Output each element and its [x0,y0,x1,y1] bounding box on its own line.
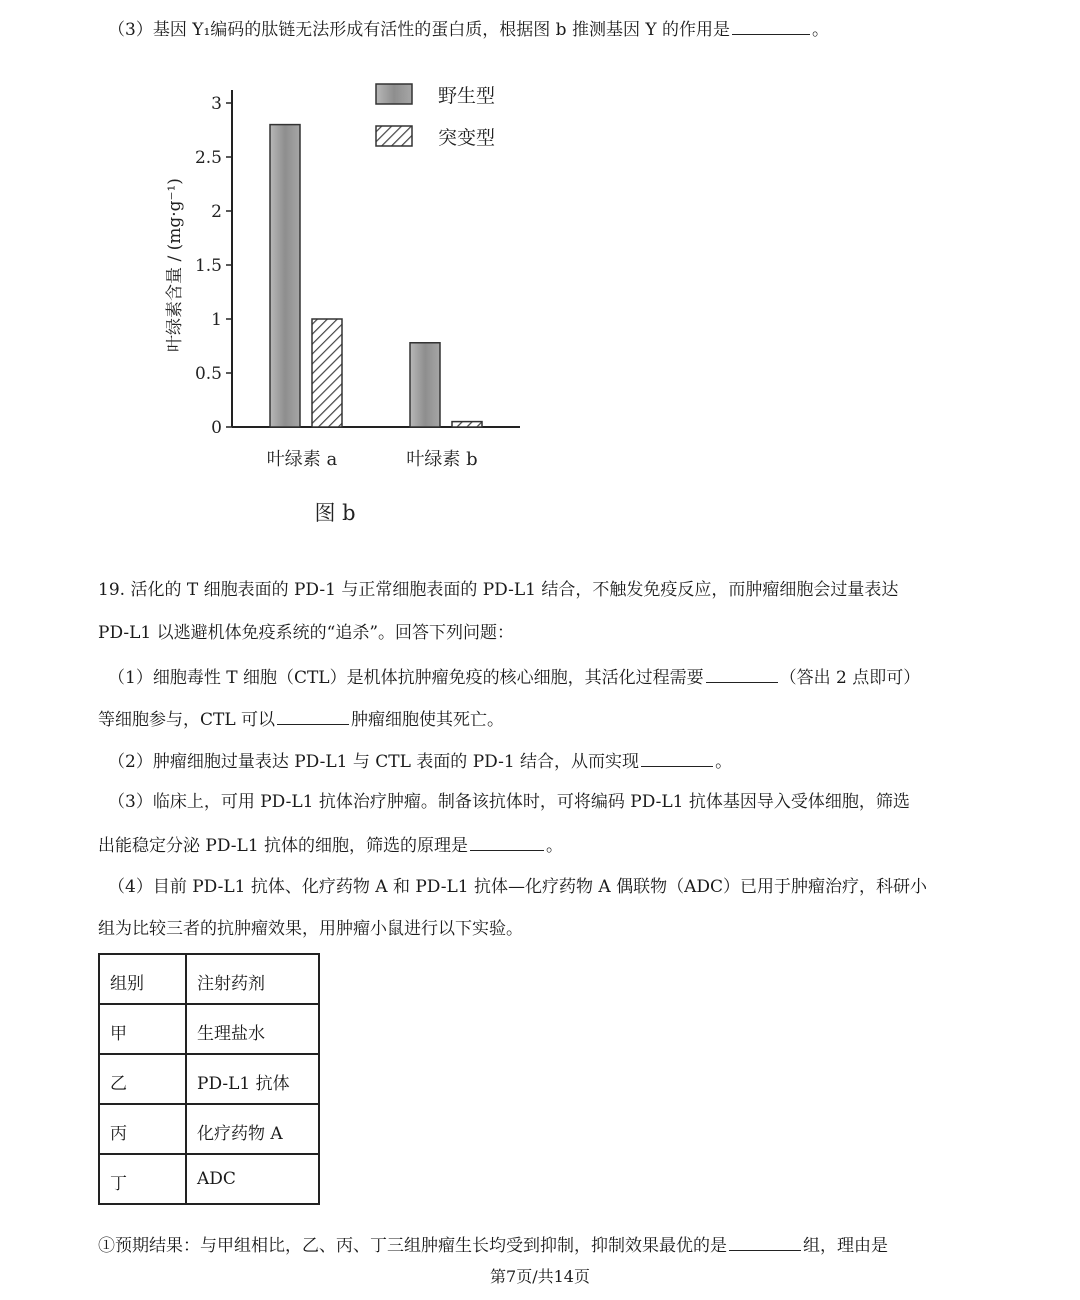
question-19-part-4-line2: 组为比较三者的抗肿瘤效果，用肿瘤小鼠进行以下实验。 [98,919,523,939]
table-row [99,1154,319,1204]
y-tick-label: 0 [211,418,222,438]
table-header-cell: 组别 [99,954,186,1004]
bar-wild-type-1 [270,125,300,427]
table-cell-drug: PD-L1 抗体 [186,1054,319,1104]
table-cell-group: 甲 [99,1004,186,1054]
y-tick-label: 3 [211,94,222,114]
table-row [99,1004,319,1054]
bar-wild-type-2 [410,343,440,427]
question-18-part-3: （3）基因 Y₁编码的肽链无法形成有活性的蛋白质，根据图 b 推测基因 Y 的作用是 。 [108,20,829,40]
y-tick-label: 1 [211,310,222,330]
y-tick-label: 2 [211,202,222,222]
figure-caption: 图 b [314,501,356,525]
table-header-cell: 注射药剂 [186,954,319,1004]
answer-blank[interactable] [706,668,778,683]
x-category-label: 叶绿素 a [266,449,338,470]
y-tick-label: 0.5 [194,364,222,384]
table-cell-group: 乙 [99,1054,186,1104]
question-19-part-3-line1: （3）临床上，可用 PD-L1 抗体治疗肿瘤。制备该抗体时，可将编码 PD-L1 抗体基因导入受体细胞，筛选 [108,792,910,812]
y-tick-label: 2.5 [194,148,222,168]
y-tick-label: 1.5 [194,256,222,276]
y-axis-label: 叶绿素含量 / (mg·g⁻¹) [165,178,185,352]
question-19-part-3-line2: 出能稳定分泌 PD-L1 抗体的细胞，筛选的原理是 。 [98,836,564,856]
answer-blank[interactable] [641,752,713,767]
answer-blank[interactable] [277,710,349,725]
x-category-label: 叶绿素 b [406,449,478,470]
question-19-part-2: （2）肿瘤细胞过量表达 PD-L1 与 CTL 表面的 PD-1 结合，从而实现 。 [108,752,733,772]
question-19-expected-result: ①预期结果：与甲组相比，乙、丙、丁三组肿瘤生长均受到抑制，抑制效果最优的是 组，理由是 [98,1236,888,1256]
question-19-intro-line1: 19. 活化的 T 细胞表面的 PD-1 与正常细胞表面的 PD-L1 结合，不触发免疫反应，而肿瘤细胞会过量表达 [98,580,899,600]
bar-mutant-1 [312,319,342,427]
question-19-part-4-line1: （4）目前 PD-L1 抗体、化疗药物 A 和 PD-L1 抗体—化疗药物 A 偶联物（ADC）已用于肿瘤治疗，科研小 [108,877,927,897]
question-19-part-1-cont: 等细胞参与，CTL 可以 肿瘤细胞使其死亡。 [98,710,505,730]
answer-blank[interactable] [470,836,544,851]
legend-swatch [376,126,412,146]
table-cell-group: 丁 [99,1154,186,1204]
question-19-part-1: （1）细胞毒性 T 细胞（CTL）是机体抗肿瘤免疫的核心细胞，其活化过程需要 （答出 2 点即可） [108,668,921,688]
chlorophyll-bar-chart [140,70,560,540]
table-row [99,1104,319,1154]
legend-label: 野生型 [438,85,496,107]
table-cell-drug: 化疗药物 A [186,1104,319,1154]
table-cell-group: 丙 [99,1104,186,1154]
table-cell-drug: 生理盐水 [186,1004,319,1054]
legend-label: 突变型 [438,127,496,149]
bar-mutant-2 [452,422,482,427]
legend-swatch [376,84,412,104]
answer-blank[interactable] [729,1236,801,1251]
table-cell-drug: ADC [186,1154,319,1204]
table-row [99,1054,319,1104]
experiment-table [98,953,320,1205]
chart-svg [140,70,560,540]
answer-blank[interactable] [732,20,810,35]
question-19-intro-line2: PD-L1 以逃避机体免疫系统的“追杀”。回答下列问题： [98,623,515,643]
page-footer: 第7页/共14页 [490,1267,590,1286]
table-header-row [99,954,319,1004]
